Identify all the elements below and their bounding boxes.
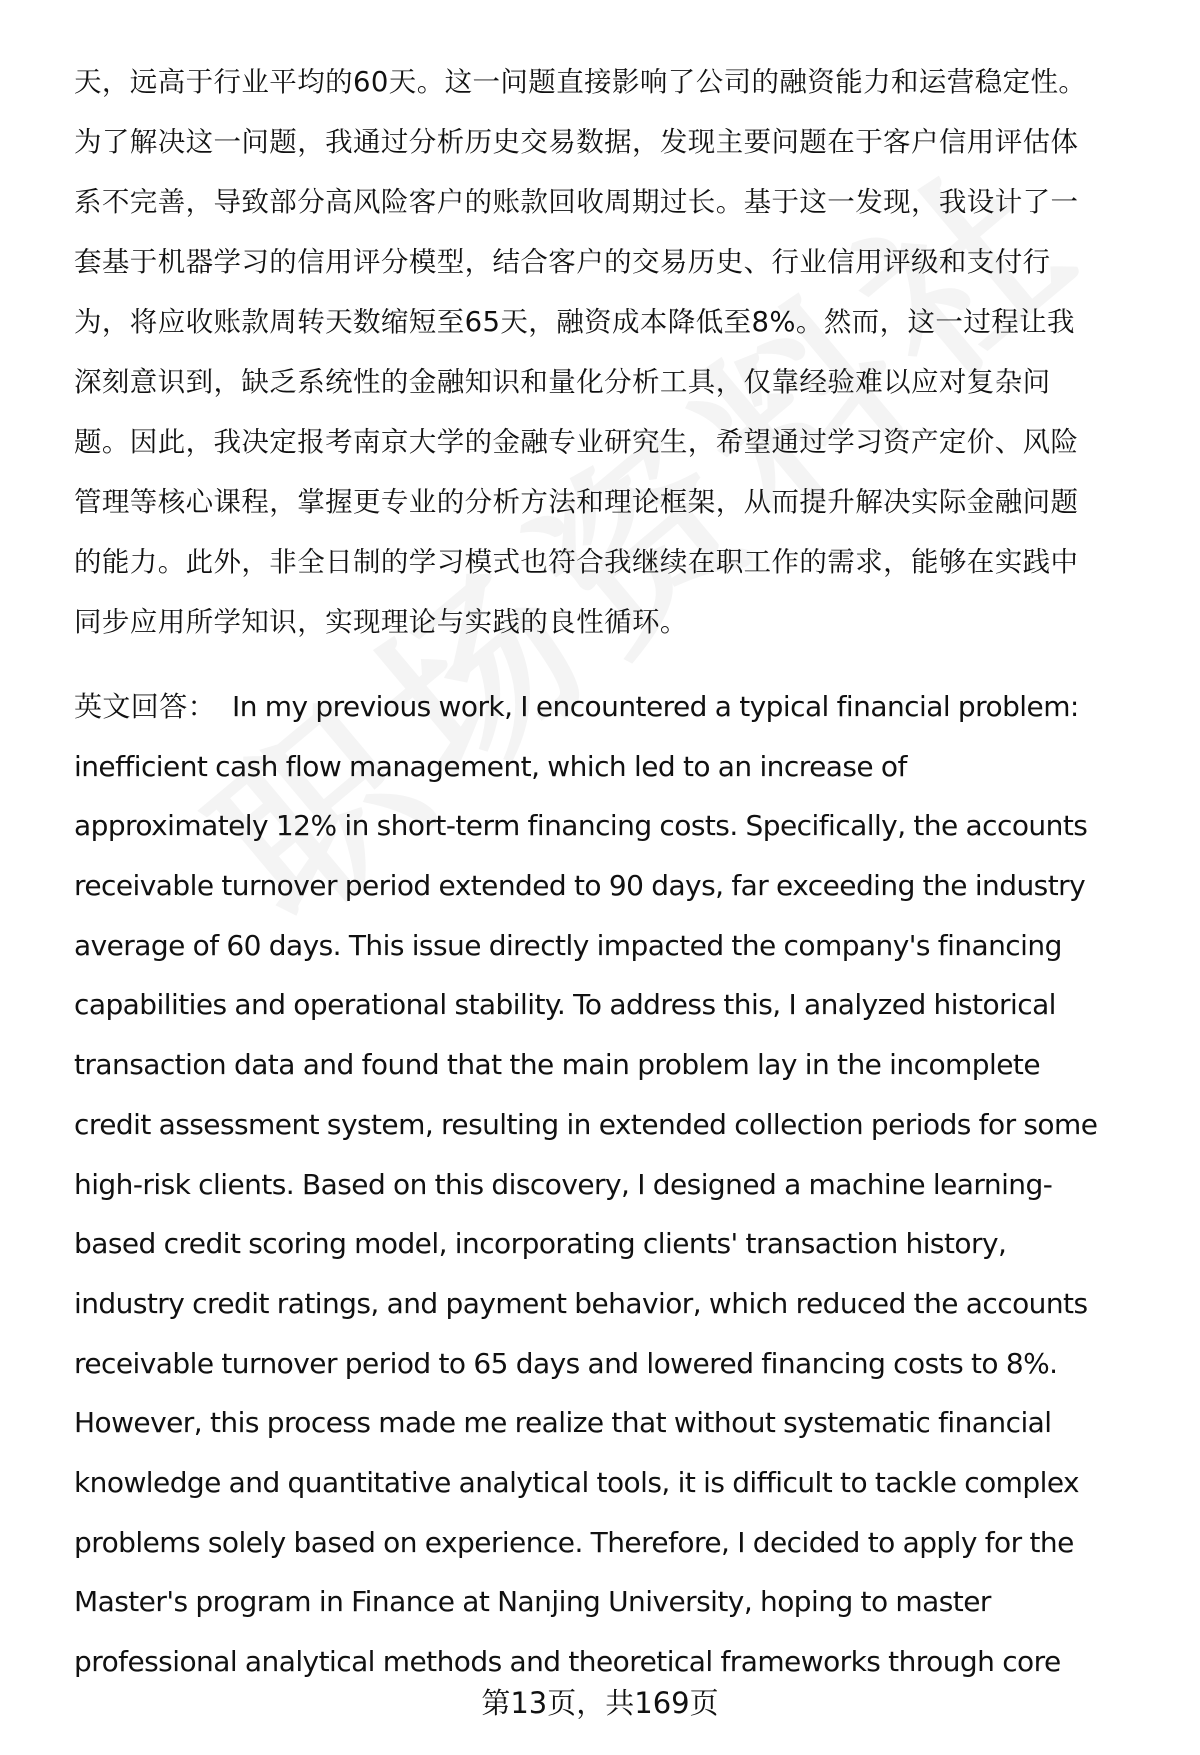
text-line: 的能力。此外，非全日制的学习模式也符合我继续在职工作的需求，能够在实践中 [74,546,1079,578]
text-line: receivable turnover period to 65 days and lowered financing costs to 8%. [74,1346,1058,1380]
text-line: problems solely based on experience. Therefore, I decided to apply for the [74,1525,1074,1559]
text-line: 同步应用所学知识，实现理论与实践的良性循环。 [74,606,688,638]
text-line: high-risk clients. Based on this discovery, I designed a machine learning- [74,1167,1053,1201]
text-line: credit assessment system, resulting in extended collection periods for some [74,1107,1098,1141]
text-line: 套基于机器学习的信用评分模型，结合客户的交易历史、行业信用评级和支付行 [74,246,1051,278]
text-line: industry credit ratings, and payment behavior, which reduced the accounts [74,1286,1088,1320]
page-number: 第13页，共169页 [481,1686,719,1720]
text-line: capabilities and operational stability. To address this, I analyzed historical [74,988,1056,1022]
text-line: 深刻意识到，缺乏系统性的金融知识和量化分析工具，仅靠经验难以应对复杂问 [74,366,1051,398]
text-line: based credit scoring model, incorporating clients' transaction history, [74,1227,1007,1261]
text-line: 天，远高于行业平均的60天。这一问题直接影响了公司的融资能力和运营稳定性。 [74,66,1087,98]
text-line: receivable turnover period extended to 90 days, far exceeding the industry [74,869,1086,903]
text-line: 题。因此，我决定报考南京大学的金融专业研究生，希望通过学习资产定价、风险 [74,426,1079,458]
text-line: 管理等核心课程，掌握更专业的分析方法和理论框架，从而提升解决实际金融问题 [74,486,1079,518]
english-answer [74,677,1164,1692]
text-line: 为了解决这一问题，我通过分析历史交易数据，发现主要问题在于客户信用评估体 [74,126,1079,158]
text-line: However, this process made me realize that without systematic financial [74,1406,1052,1440]
text-line: professional analytical methods and theoretical frameworks through core [74,1645,1061,1678]
text-line: 为，将应收账款周转天数缩短至65天，融资成本降低至8%。然而，这一过程让我 [74,306,1075,338]
text-line: approximately 12% in short-term financing costs. Specifically, the accounts [74,809,1088,843]
text-line: average of 60 days. This issue directly impacted the company's financing [74,928,1062,962]
text-line [74,677,1164,737]
english-first-line: In my previous work, I encountered a typical financial problem: [232,690,1079,723]
text-line: inefficient cash flow management, which led to an increase of [74,749,907,783]
chinese-paragraph [74,52,1154,652]
english-answer-label: 英文回答： [74,690,217,723]
text-line: 系不完善，导致部分高风险客户的账款回收周期过长。基于这一发现，我设计了一 [74,186,1079,218]
text-line: Master's program in Finance at Nanjing University, hoping to master [74,1585,991,1619]
text-line: knowledge and quantitative analytical tools, it is difficult to tackle complex [74,1465,1080,1499]
text-line: transaction data and found that the main problem lay in the incomplete [74,1048,1040,1082]
